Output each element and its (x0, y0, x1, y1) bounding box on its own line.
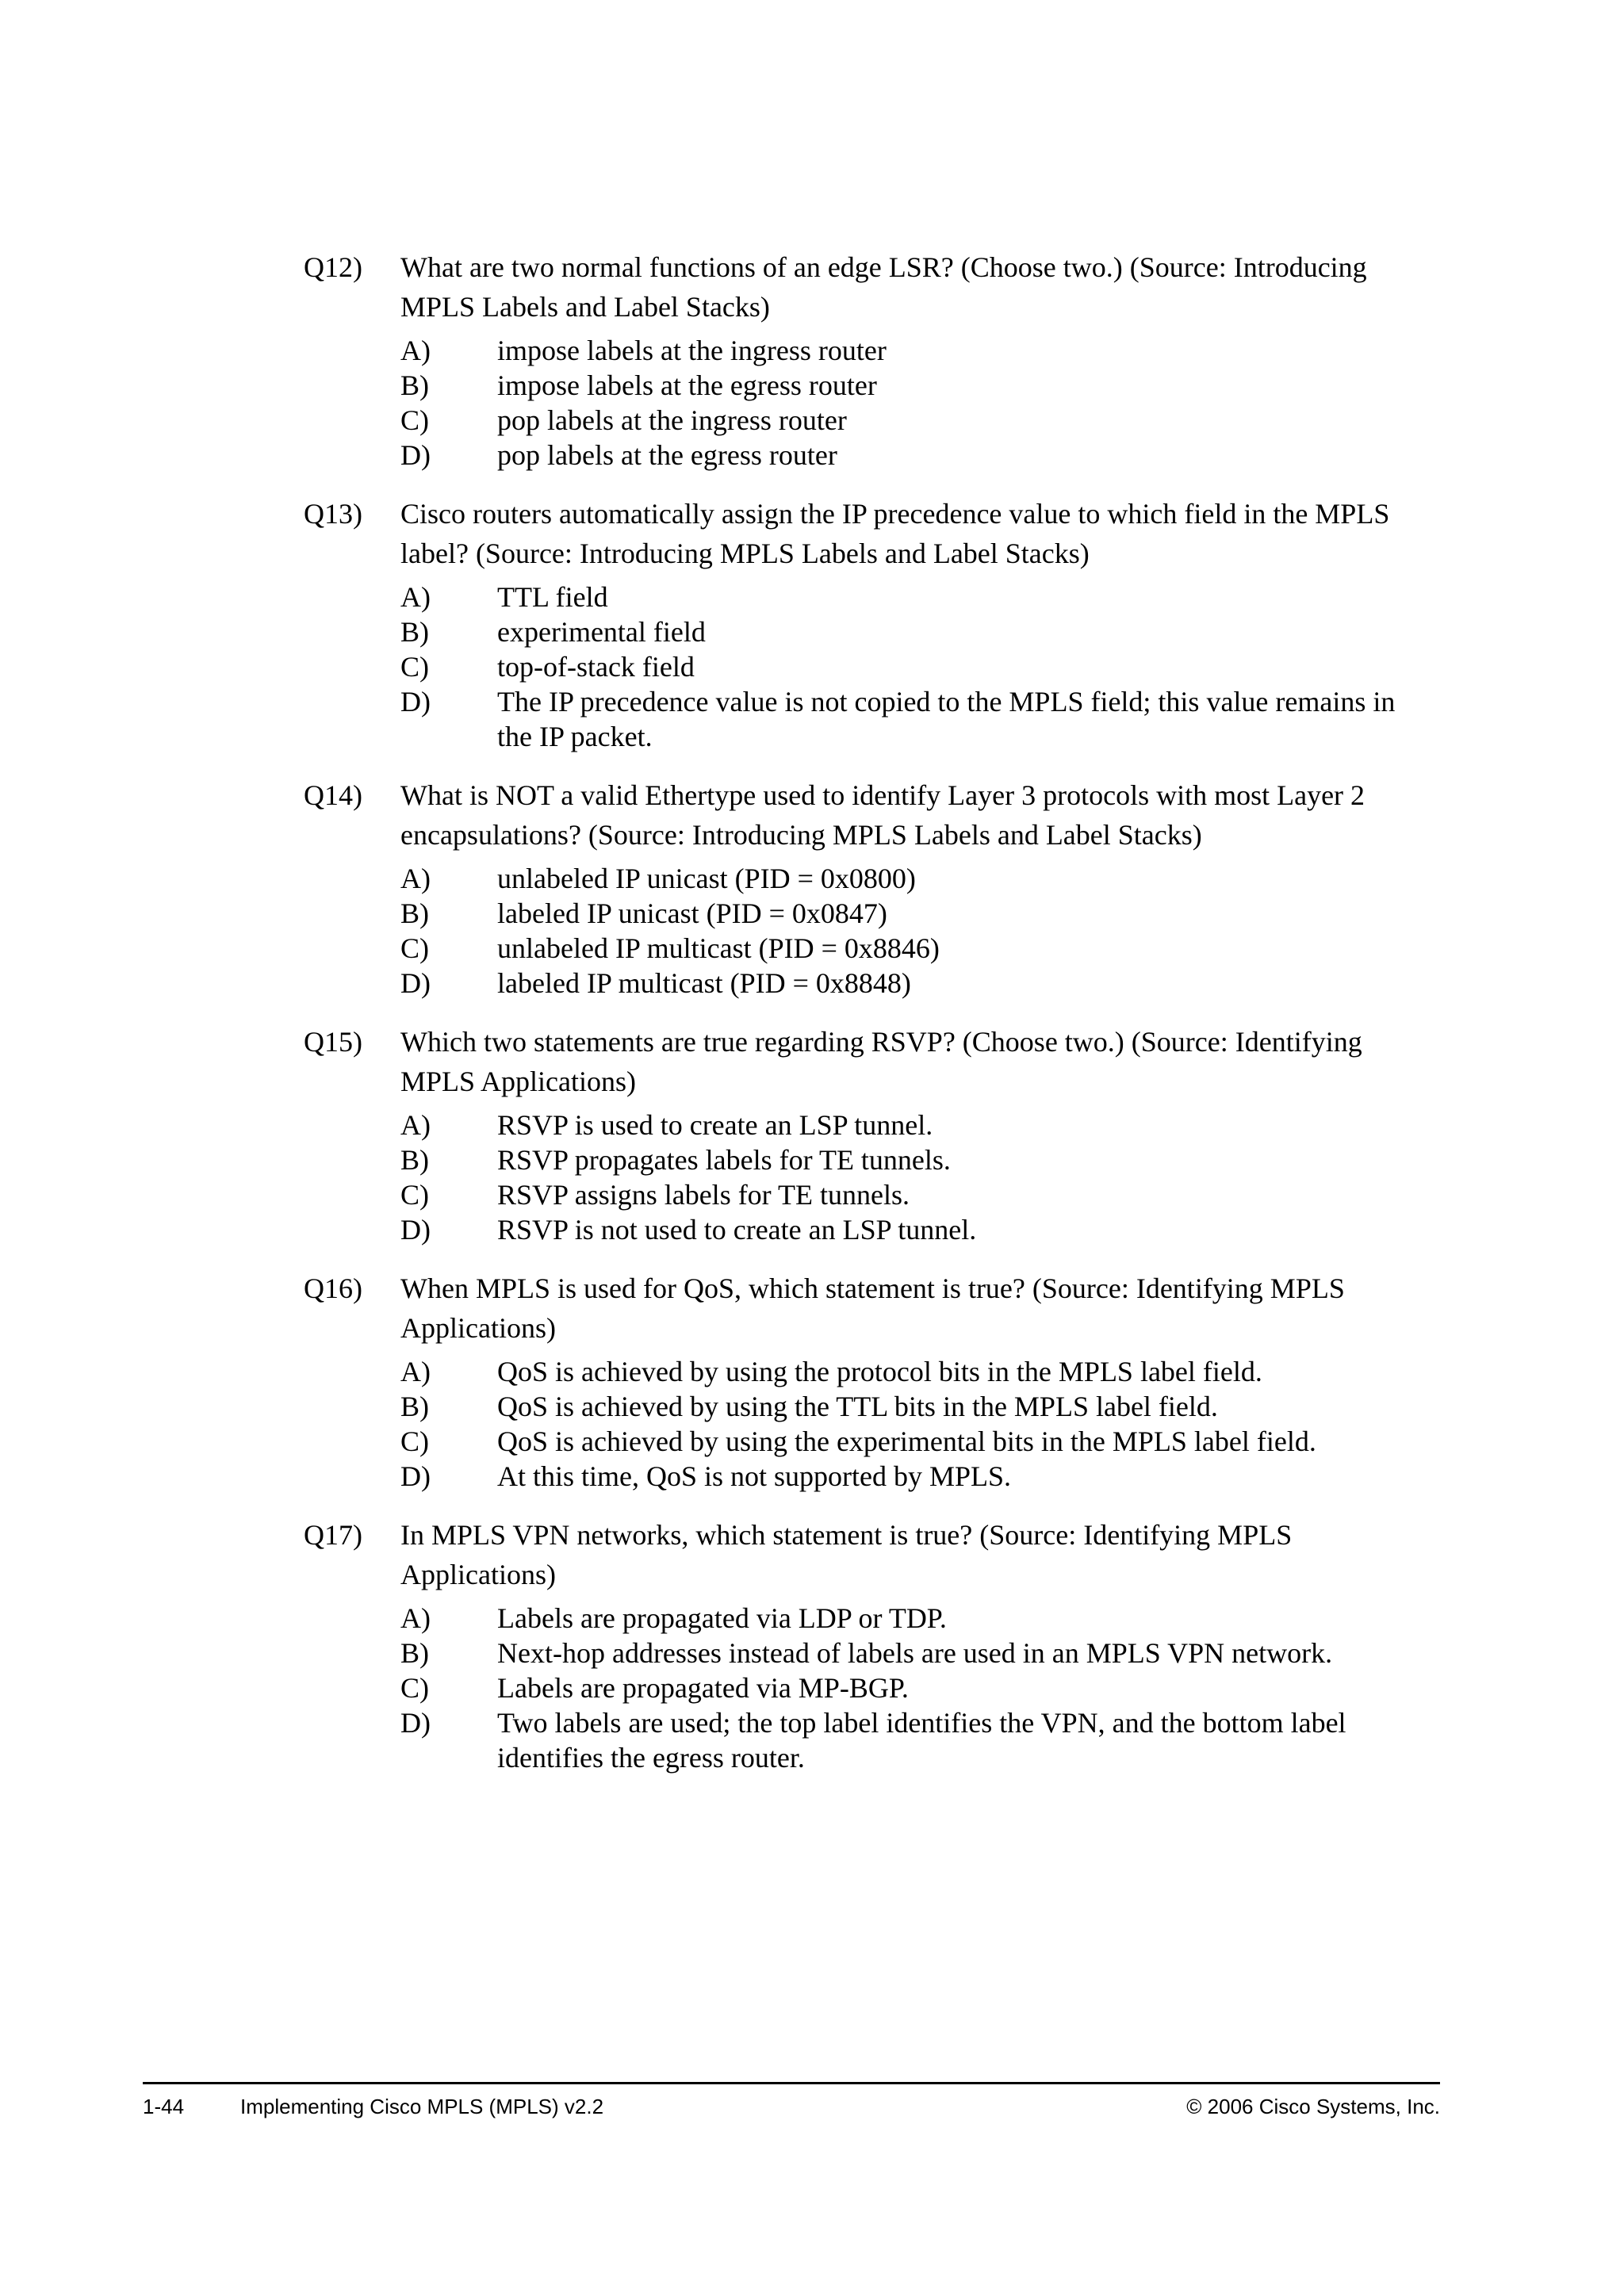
question-q14 (304, 775, 1430, 1001)
option-text: RSVP propagates labels for TE tunnels. (497, 1144, 951, 1176)
option-c (400, 403, 1430, 438)
copyright-notice: © 2006 Cisco Systems, Inc. (1186, 2095, 1440, 2118)
option-text: RSVP is not used to create an LSP tunnel. (497, 1214, 977, 1246)
option-d (400, 1705, 1430, 1775)
option-letter: B) (400, 369, 429, 401)
question-q16 (304, 1269, 1430, 1494)
option-list (400, 861, 1430, 1001)
option-text: top-of-stack field (497, 651, 695, 683)
option-letter: A) (400, 1602, 431, 1634)
option-d (400, 684, 1430, 754)
question-text: When MPLS is used for QoS, which statement is true? (Source: Identifying MPLS Applications) (400, 1272, 1345, 1344)
option-text: Labels are propagated via LDP or TDP. (497, 1602, 947, 1634)
option-letter: C) (400, 651, 429, 683)
option-a (400, 1354, 1430, 1389)
option-letter: D) (400, 967, 431, 999)
option-text: Labels are propagated via MP-BGP. (497, 1672, 909, 1704)
question-q17 (304, 1515, 1430, 1775)
option-text: labeled IP multicast (PID = 0x8848) (497, 967, 911, 999)
option-letter: A) (400, 863, 431, 894)
option-c (400, 1424, 1430, 1459)
option-a (400, 861, 1430, 896)
option-d (400, 1459, 1430, 1494)
question-text: Cisco routers automatically assign the IP precedence value to which field in the MPLS label? (Source: Introducing MPLS Labels and Label Stacks) (400, 498, 1390, 569)
option-d (400, 966, 1430, 1001)
option-letter: C) (400, 1179, 429, 1211)
question-text: What is NOT a valid Ethertype used to identify Layer 3 protocols with most Layer 2 encapsulations? (Source: Introducing MPLS Labels and Label Stacks) (400, 779, 1365, 851)
option-list (400, 1354, 1430, 1494)
option-b (400, 368, 1430, 403)
option-text: impose labels at the egress router (497, 369, 877, 401)
question-q12 (304, 247, 1430, 473)
option-letter: D) (400, 686, 431, 718)
option-text: QoS is achieved by using the TTL bits in the MPLS label field. (497, 1391, 1218, 1422)
option-text: impose labels at the ingress router (497, 335, 887, 366)
option-text: At this time, QoS is not supported by MPLS. (497, 1460, 1012, 1492)
option-letter: C) (400, 404, 429, 436)
question-number: Q13) (304, 498, 362, 530)
option-a (400, 333, 1430, 368)
option-letter: D) (400, 1460, 431, 1492)
question-list (304, 247, 1430, 1797)
option-text: experimental field (497, 616, 706, 648)
option-list (400, 333, 1430, 473)
option-list (400, 1108, 1430, 1247)
option-text: pop labels at the ingress router (497, 404, 847, 436)
option-c (400, 931, 1430, 966)
option-letter: D) (400, 1214, 431, 1246)
option-letter: C) (400, 1425, 429, 1457)
option-c (400, 1177, 1430, 1212)
option-letter: A) (400, 1109, 431, 1141)
option-c (400, 649, 1430, 684)
option-b (400, 1636, 1430, 1670)
question-number: Q14) (304, 779, 362, 811)
option-b (400, 1142, 1430, 1177)
option-letter: B) (400, 1144, 429, 1176)
question-number: Q17) (304, 1519, 362, 1551)
question-q13 (304, 494, 1430, 754)
option-list (400, 580, 1430, 754)
option-text: labeled IP unicast (PID = 0x0847) (497, 897, 887, 929)
question-text: In MPLS VPN networks, which statement is true? (Source: Identifying MPLS Applications) (400, 1519, 1293, 1590)
option-d (400, 438, 1430, 473)
page-number: 1-44 (143, 2095, 185, 2118)
option-letter: B) (400, 1391, 429, 1422)
question-text: What are two normal functions of an edge LSR? (Choose two.) (Source: Introducing MPLS Labels and Label Stacks) (400, 251, 1367, 323)
option-letter: D) (400, 439, 431, 471)
option-letter: D) (400, 1707, 431, 1739)
option-text: RSVP assigns labels for TE tunnels. (497, 1179, 910, 1211)
option-letter: B) (400, 616, 429, 648)
option-text: The IP precedence value is not copied to the MPLS field; this value remains in the IP packet. (497, 686, 1396, 752)
question-number: Q15) (304, 1026, 362, 1058)
course-title: Implementing Cisco MPLS (MPLS) v2.2 (240, 2095, 604, 2118)
option-b (400, 1389, 1430, 1424)
question-q15 (304, 1022, 1430, 1247)
option-text: QoS is achieved by using the protocol bits in the MPLS label field. (497, 1356, 1262, 1387)
option-a (400, 1108, 1430, 1142)
option-b (400, 896, 1430, 931)
question-number: Q16) (304, 1272, 362, 1304)
option-text: unlabeled IP multicast (PID = 0x8846) (497, 932, 940, 964)
question-number: Q12) (304, 251, 362, 283)
option-d (400, 1212, 1430, 1247)
option-list (400, 1601, 1430, 1775)
footer-divider (143, 2082, 1440, 2084)
option-text: unlabeled IP unicast (PID = 0x0800) (497, 863, 916, 894)
option-letter: A) (400, 1356, 431, 1387)
option-b (400, 614, 1430, 649)
option-text: RSVP is used to create an LSP tunnel. (497, 1109, 933, 1141)
option-text: TTL field (497, 581, 608, 613)
option-letter: A) (400, 581, 431, 613)
option-letter: C) (400, 1672, 429, 1704)
option-letter: A) (400, 335, 431, 366)
option-text: pop labels at the egress router (497, 439, 837, 471)
option-text: QoS is achieved by using the experimental bits in the MPLS label field. (497, 1425, 1316, 1457)
option-letter: B) (400, 897, 429, 929)
option-a (400, 1601, 1430, 1636)
option-c (400, 1670, 1430, 1705)
option-text: Next-hop addresses instead of labels are used in an MPLS VPN network. (497, 1637, 1333, 1669)
option-letter: B) (400, 1637, 429, 1669)
question-text: Which two statements are true regarding RSVP? (Choose two.) (Source: Identifying MPLS Applications) (400, 1026, 1362, 1097)
option-text: Two labels are used; the top label identifies the VPN, and the bottom label identifies the egress router. (497, 1707, 1346, 1774)
option-letter: C) (400, 932, 429, 964)
option-a (400, 580, 1430, 614)
